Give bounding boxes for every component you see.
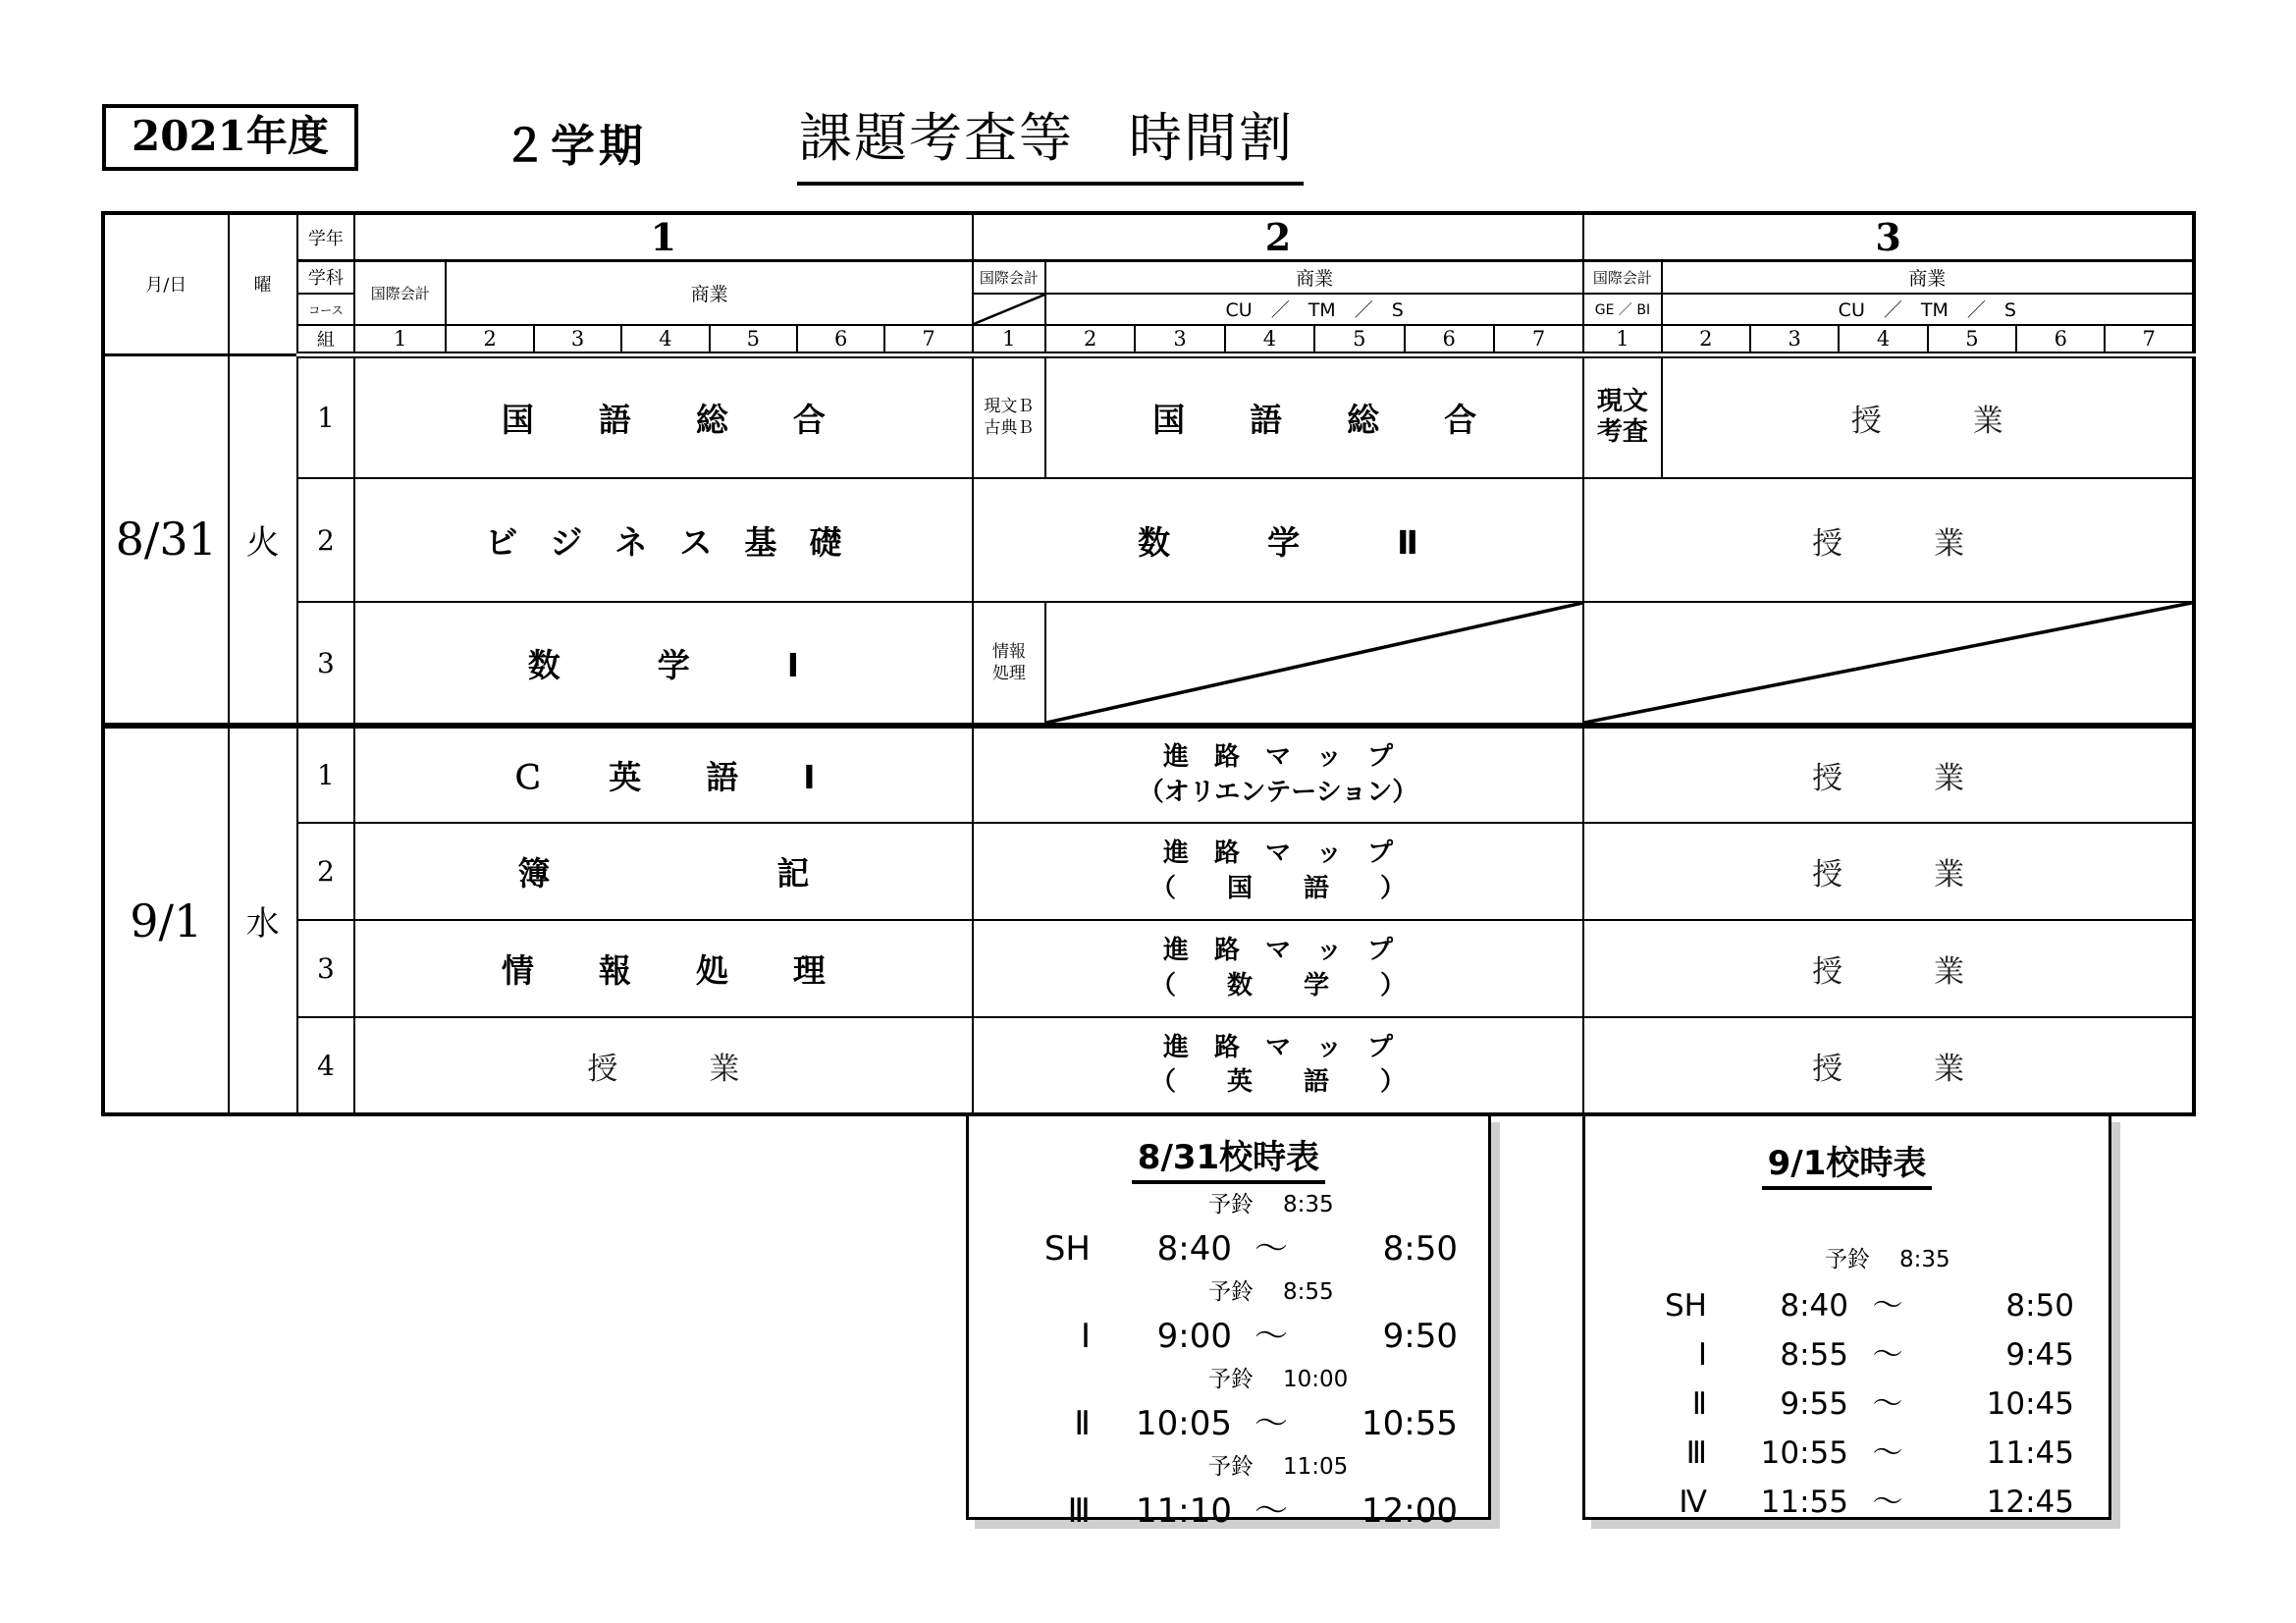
pre-bell-label: 予鈴 <box>1208 1279 1254 1305</box>
period-tilde: ～ <box>1255 1491 1288 1531</box>
g2-course-intl-diagonal <box>973 294 1045 325</box>
g2c1-831-p1-line1: 現文Ｂ <box>984 397 1035 417</box>
period-end: 8:50 <box>1382 1229 1458 1269</box>
diagonal-line <box>1046 603 1582 723</box>
g2-91-p1-subject <box>973 726 1584 823</box>
date-column-header: 月/日 <box>103 213 229 354</box>
period-start: 10:55 <box>1760 1435 1848 1471</box>
page-title: 課題考査等 時間割 <box>797 96 1304 186</box>
g3-91-p4-lesson: 授 業 <box>1583 1017 2194 1114</box>
g2-class-1: 1 <box>973 325 1045 355</box>
period-tilde: ～ <box>1255 1404 1288 1443</box>
g3-class-2: 2 <box>1662 325 1750 355</box>
bell-schedule-91 <box>1582 1113 2111 1520</box>
g2-class-6: 6 <box>1405 325 1494 355</box>
g2-91-p1-line1: 進 路 マ ッ プ <box>1162 742 1393 773</box>
period-end: 12:00 <box>1362 1491 1458 1531</box>
g3-831-p2-lesson: 授 業 <box>1583 478 2194 602</box>
grade-row-label: 学年 <box>297 213 354 261</box>
g2-91-p4-line1: 進 路 マ ッ プ <box>1162 1032 1393 1062</box>
grade-2-header: 2 <box>973 213 1584 261</box>
period-end: 9:45 <box>2005 1337 2074 1373</box>
course-row-label <box>297 294 354 325</box>
bell-row-period <box>1585 1280 2109 1329</box>
g2c1-831-p3-subject <box>973 602 1045 726</box>
period-start: 10:05 <box>1136 1404 1232 1443</box>
g1-class-2: 2 <box>446 325 533 355</box>
g3-91-p1-lesson: 授 業 <box>1583 726 2194 823</box>
timetable <box>101 211 2196 1116</box>
g1-class-5: 5 <box>710 325 797 355</box>
g1-class-6: 6 <box>797 325 884 355</box>
term-label: ２学期 <box>503 120 648 172</box>
g2-course-commerce: CU ／ TM ／ S <box>1045 294 1583 325</box>
period-number: 3 <box>297 920 354 1017</box>
period-end: 10:55 <box>1362 1404 1458 1443</box>
pre-bell-time: 8:35 <box>1899 1247 1950 1272</box>
pre-bell-time: 11:05 <box>1283 1454 1349 1480</box>
period-label: SH <box>1665 1288 1707 1324</box>
weekday-wed: 水 <box>229 726 297 1114</box>
g1-class-7: 7 <box>884 325 972 355</box>
diagonal-line <box>974 295 1044 324</box>
period-end: 9:50 <box>1382 1317 1458 1356</box>
g1-91-p2-subject: 簿 記 <box>354 823 973 920</box>
bell-schedule-831-rows <box>969 1186 1488 1536</box>
g1-dept-commerce: 商業 <box>446 261 972 325</box>
bell-schedule-831-title: 8/31校時表 <box>1132 1130 1325 1184</box>
period-tilde: ～ <box>1872 1435 1903 1471</box>
period-tilde: ～ <box>1255 1229 1288 1269</box>
g3-91-p3-lesson: 授 業 <box>1583 920 2194 1017</box>
g2c1-831-p3-line1: 情報 <box>991 641 1026 662</box>
bell-row-period <box>969 1484 1488 1536</box>
g1-class-1: 1 <box>354 325 446 355</box>
g3c1-831-p1-line2: 考査 <box>1596 417 1648 448</box>
g2-831-p2-subject: 数 学 Ⅱ <box>973 478 1584 602</box>
bell-row-pre <box>1585 1241 2109 1280</box>
period-label: Ⅲ <box>1067 1491 1091 1531</box>
year-box <box>102 104 358 171</box>
g2-class-3: 3 <box>1135 325 1224 355</box>
g3-91-p2-lesson: 授 業 <box>1583 823 2194 920</box>
g3c1-831-p1-exam-box <box>1583 354 1661 478</box>
g2c1-831-p1-line2: 古典Ｂ <box>984 418 1035 439</box>
pre-bell-time: 8:55 <box>1283 1279 1334 1305</box>
g3-class-4: 4 <box>1839 325 1927 355</box>
period-start: 11:10 <box>1136 1491 1232 1531</box>
g3-831-p1-lesson: 授 業 <box>1662 354 2194 478</box>
period-start: 11:55 <box>1760 1485 1848 1520</box>
grade-3-header: 3 <box>1583 213 2194 261</box>
g2-831-p3-no-class <box>1045 602 1583 726</box>
period-tilde: ～ <box>1872 1386 1903 1422</box>
pre-bell-label: 予鈴 <box>1825 1247 1870 1272</box>
period-tilde: ～ <box>1872 1485 1903 1520</box>
g1-91-p3-subject: 情 報 処 理 <box>354 920 973 1017</box>
bell-schedule-831 <box>966 1113 1491 1531</box>
g2-91-p3-subject <box>973 920 1584 1017</box>
g2-class-2: 2 <box>1045 325 1135 355</box>
class-row-label: 組 <box>297 325 354 355</box>
date-9-1: 9/1 <box>103 726 229 1114</box>
g1-831-p2-subject: ビ ジ ネ ス 基 礎 <box>354 478 973 602</box>
bell-schedule-91-rows <box>1585 1241 2109 1526</box>
period-tilde: ～ <box>1255 1317 1288 1356</box>
pre-bell-time: 10:00 <box>1283 1367 1349 1392</box>
g2-class-5: 5 <box>1314 325 1404 355</box>
g2-91-p2-subject <box>973 823 1584 920</box>
bell-schedule-831-title-wrap <box>969 1130 1488 1184</box>
g2-91-p3-line1: 進 路 マ ッ プ <box>1162 936 1393 966</box>
period-tilde: ～ <box>1872 1337 1903 1373</box>
period-end: 11:45 <box>1986 1435 2074 1471</box>
year-label: 2021年度 <box>132 112 329 160</box>
g1-class-3: 3 <box>534 325 621 355</box>
period-number: 2 <box>297 478 354 602</box>
course-row-label-text: コース <box>308 303 344 317</box>
bell-schedule-91-title: 9/1校時表 <box>1762 1136 1933 1190</box>
bell-row-pre <box>969 1448 1488 1484</box>
period-number: 4 <box>297 1017 354 1114</box>
period-start: 9:55 <box>1780 1386 1848 1422</box>
period-label: Ⅲ <box>1685 1435 1707 1471</box>
period-label: Ⅳ <box>1679 1485 1707 1520</box>
period-start: 8:55 <box>1780 1337 1848 1373</box>
dept-row-label: 学科 <box>297 261 354 294</box>
period-start: 9:00 <box>1156 1317 1232 1356</box>
g1-831-p3-subject: 数 学 Ⅰ <box>354 602 973 726</box>
period-label: SH <box>1043 1229 1091 1269</box>
g2c1-831-p3-line2: 処理 <box>991 664 1026 683</box>
g2-91-p4-line2: （ 英 語 ） <box>1149 1067 1406 1097</box>
g1-91-p1-subject: Ｃ 英 語 Ⅰ <box>354 726 973 823</box>
period-number: 3 <box>297 602 354 726</box>
bell-row-pre <box>969 1186 1488 1221</box>
bell-row-period <box>969 1221 1488 1273</box>
g3-831-p3-no-class <box>1583 602 2194 726</box>
period-number: 1 <box>297 726 354 823</box>
g3-class-3: 3 <box>1750 325 1839 355</box>
g2-class-4: 4 <box>1225 325 1314 355</box>
period-tilde: ～ <box>1872 1288 1903 1324</box>
period-end: 10:45 <box>1986 1386 2074 1422</box>
g3-class-5: 5 <box>1928 325 2016 355</box>
g2-dept-intl-accounting: 国際会計 <box>973 261 1045 294</box>
g1-class-4: 4 <box>621 325 709 355</box>
period-number: 2 <box>297 823 354 920</box>
bell-row-period <box>969 1309 1488 1361</box>
period-label: Ⅱ <box>1074 1404 1091 1443</box>
grade-1-header: 1 <box>354 213 973 261</box>
period-label: Ⅱ <box>1691 1386 1707 1422</box>
pre-bell-time: 8:35 <box>1283 1192 1334 1217</box>
g2-91-p1-line2: （オリエンテーション） <box>1138 777 1418 807</box>
g2-91-p4-subject <box>973 1017 1584 1114</box>
period-start: 8:40 <box>1780 1288 1848 1324</box>
g3-course-commerce: CU ／ TM ／ S <box>1662 294 2194 325</box>
g2-dept-commerce: 商業 <box>1045 261 1583 294</box>
g2-91-p3-line2: （ 数 学 ） <box>1149 970 1406 1001</box>
bell-row-period <box>969 1396 1488 1448</box>
period-end: 8:50 <box>2005 1288 2074 1324</box>
bell-row-pre <box>969 1361 1488 1396</box>
pre-bell-label: 予鈴 <box>1208 1454 1254 1480</box>
weekday-column-header: 曜 <box>229 213 297 354</box>
period-number: 1 <box>297 354 354 478</box>
diagonal-line <box>1584 603 2192 723</box>
period-end: 12:45 <box>1986 1485 2074 1520</box>
pre-bell-label: 予鈴 <box>1208 1192 1254 1217</box>
g2-91-p2-line2: （ 国 語 ） <box>1149 873 1406 903</box>
g3-dept-intl-accounting: 国際会計 <box>1583 261 1661 294</box>
g3-class-1: 1 <box>1583 325 1661 355</box>
bell-row-period <box>1585 1477 2109 1526</box>
g2-class-7: 7 <box>1494 325 1583 355</box>
period-start: 8:40 <box>1156 1229 1232 1269</box>
g1-831-p1-subject: 国 語 総 合 <box>354 354 973 478</box>
g1-dept-intl-accounting: 国際会計 <box>354 261 446 325</box>
bell-row-period <box>1585 1329 2109 1379</box>
pre-bell-label: 予鈴 <box>1208 1367 1254 1392</box>
g3-class-7: 7 <box>2105 325 2194 355</box>
period-label: Ⅰ <box>1080 1317 1091 1356</box>
bell-row-period <box>1585 1379 2109 1428</box>
bell-row-pre <box>969 1273 1488 1309</box>
date-8-31: 8/31 <box>103 354 229 726</box>
g3-course-intl: GE ／ BI <box>1583 294 1661 325</box>
g3c1-831-p1-line1: 現文 <box>1596 387 1648 417</box>
period-label: Ⅰ <box>1697 1337 1707 1373</box>
weekday-tue: 火 <box>229 354 297 726</box>
g2c1-831-p1-subject <box>973 354 1045 478</box>
g3-class-6: 6 <box>2016 325 2105 355</box>
bell-schedule-91-title-wrap <box>1585 1136 2109 1190</box>
g2-831-p1-subject: 国 語 総 合 <box>1045 354 1583 478</box>
g3-dept-commerce: 商業 <box>1662 261 2194 294</box>
g1-91-p4-lesson: 授 業 <box>354 1017 973 1114</box>
g2-91-p2-line1: 進 路 マ ッ プ <box>1162 839 1393 869</box>
bell-row-period <box>1585 1428 2109 1477</box>
